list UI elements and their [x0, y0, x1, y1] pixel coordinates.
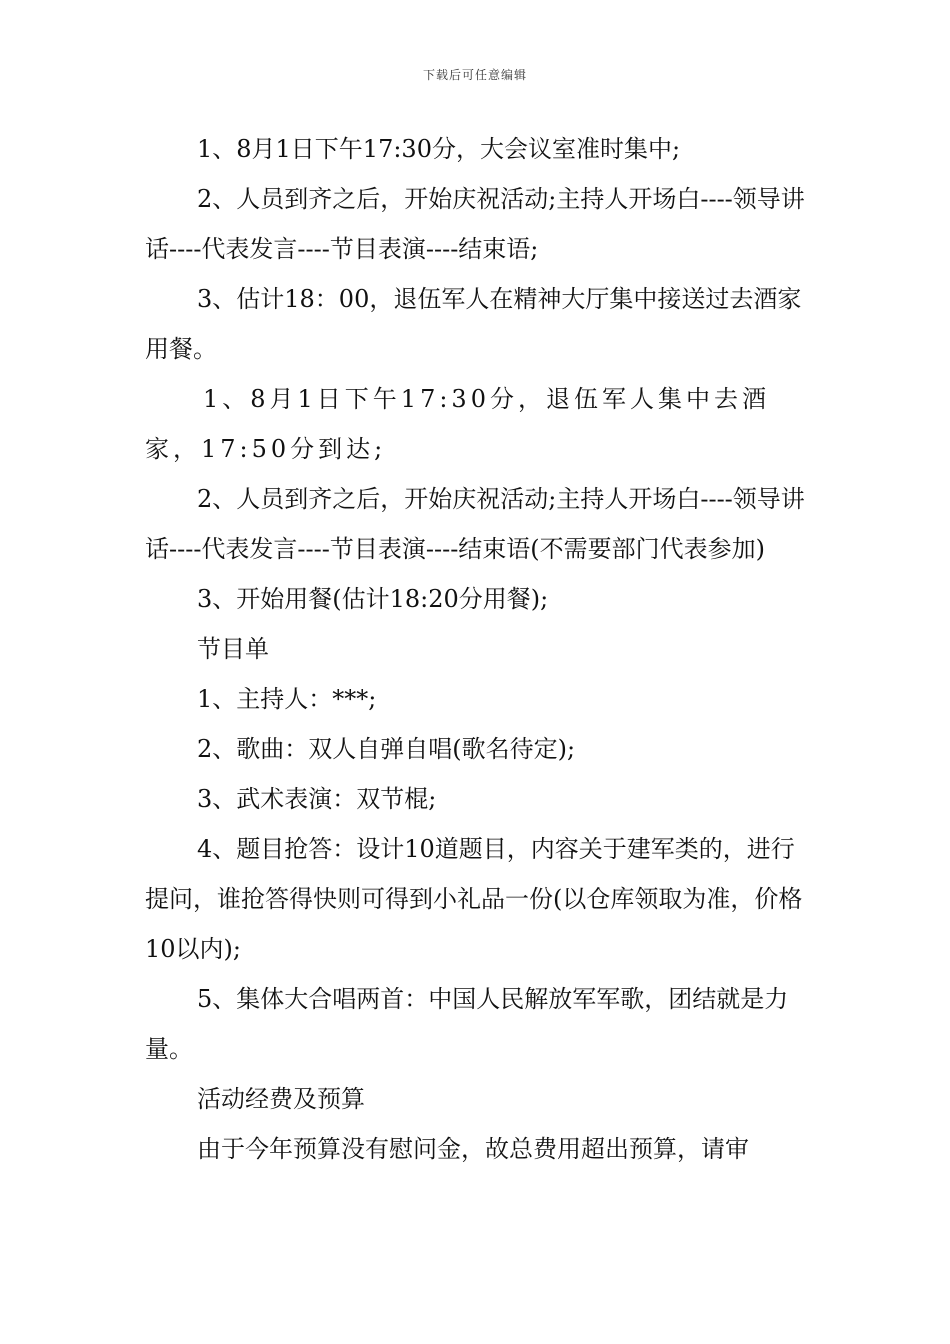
- page-header: 下载后可任意编辑: [422, 68, 527, 82]
- paragraph: 3、估计18：00，退伍军人在精神大厅集中接送过去酒家用餐。: [145, 285, 802, 363]
- paragraph: 2、人员到齐之后，开始庆祝活动;主持人开场白----领导讲话----代表发言----节目表演----结束语;: [145, 185, 805, 263]
- paragraph: 由于今年预算没有慰问金，故总费用超出预算，请审: [197, 1135, 749, 1163]
- paragraph: 5、集体大合唱两首：中国人民解放军军歌，团结就是力量。: [145, 985, 789, 1063]
- paragraph: 4、题目抢答：设计10道题目，内容关于建军类的，进行提问，谁抢答得快则可得到小礼品一份(以仓库领取为准，价格10以内);: [145, 835, 803, 963]
- paragraph: 3、开始用餐(估计18:20分用餐);: [197, 585, 549, 613]
- paragraph: 2、人员到齐之后，开始庆祝活动;主持人开场白----领导讲话----代表发言----节目表演----结束语(不需要部门代表参加): [145, 485, 805, 563]
- paragraph: 1、8月1日下午17:30分，退伍军人集中去酒家，17:50分到达;: [145, 385, 770, 463]
- paragraph: 1、8月1日下午17:30分，大会议室准时集中;: [197, 135, 681, 163]
- paragraph: 3、武术表演：双节棍;: [197, 785, 437, 813]
- section-heading: 活动经费及预算: [197, 1085, 365, 1113]
- paragraph: 2、歌曲：双人自弹自唱(歌名待定);: [197, 735, 576, 763]
- section-heading: 节目单: [197, 635, 269, 663]
- paragraph: 1、主持人：***;: [197, 685, 377, 713]
- document-body: [145, 124, 815, 1174]
